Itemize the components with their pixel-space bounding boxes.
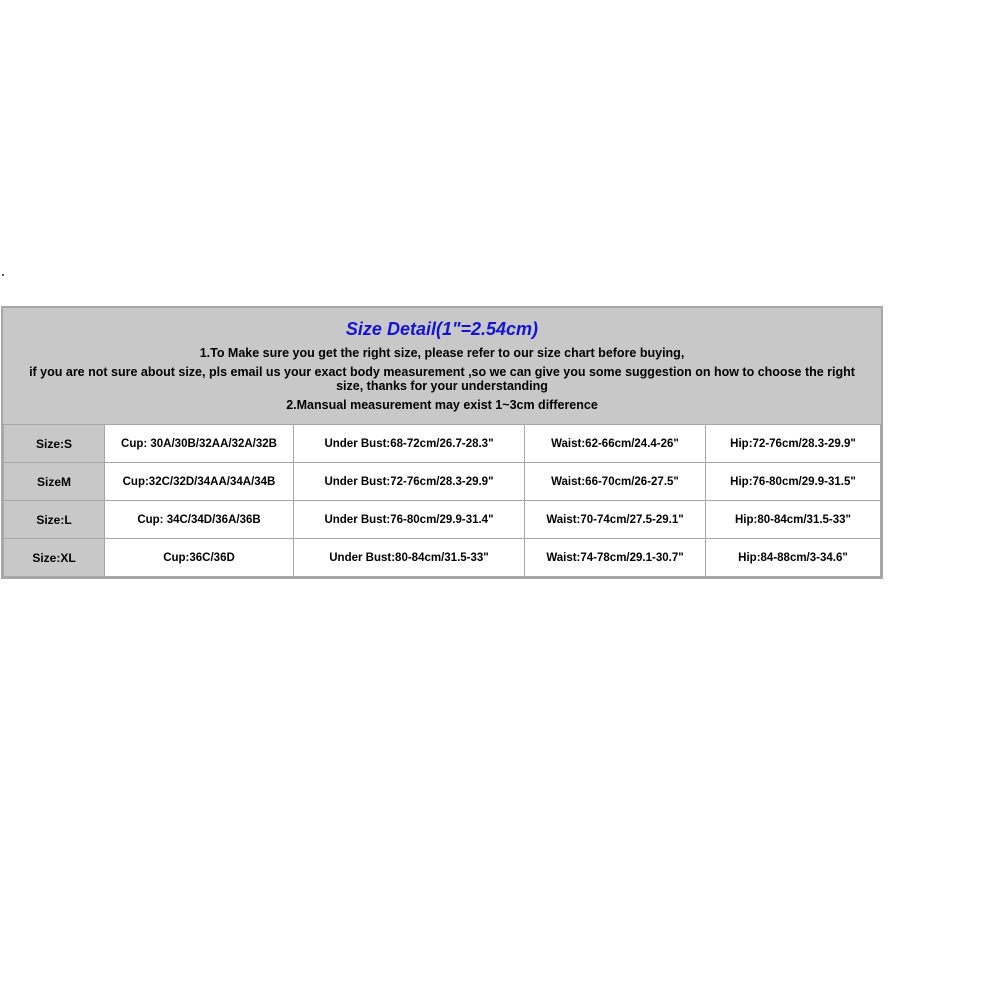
waist-cell: Waist:74-78cm/29.1-30.7" xyxy=(525,539,706,577)
table-row xyxy=(4,501,881,539)
chart-header xyxy=(3,308,881,424)
waist-cell: Waist:62-66cm/24.4-26" xyxy=(525,425,706,463)
table-row xyxy=(4,463,881,501)
size-cell: Size:S xyxy=(4,425,105,463)
cup-cell: Cup:36C/36D xyxy=(105,539,294,577)
waist-cell: Waist:66-70cm/26-27.5" xyxy=(525,463,706,501)
size-cell: Size:L xyxy=(4,501,105,539)
note-contact: if you are not sure about size, pls email us your exact body measurement ,so we can give you some suggestion on how to choose the right size, thanks for your understanding xyxy=(29,365,855,393)
cup-cell: Cup: 30A/30B/32AA/32A/32B xyxy=(105,425,294,463)
size-table xyxy=(3,424,881,577)
chart-title: Size Detail(1"=2.54cm) xyxy=(345,319,539,339)
table-row xyxy=(4,539,881,577)
hip-cell: Hip:84-88cm/3-34.6" xyxy=(706,539,881,577)
cup-cell: Cup:32C/32D/34AA/34A/34B xyxy=(105,463,294,501)
note-size-chart: 1.To Make sure you get the right size, please refer to our size chart before buying, xyxy=(199,346,685,360)
size-cell: Size:XL xyxy=(4,539,105,577)
stray-dot xyxy=(2,274,4,276)
size-chart xyxy=(1,306,883,579)
size-cell: SizeM xyxy=(4,463,105,501)
note-measurement: 2.Mansual measurement may exist 1~3cm difference xyxy=(286,398,598,412)
cup-cell: Cup: 34C/34D/36A/36B xyxy=(105,501,294,539)
under-bust-cell: Under Bust:72-76cm/28.3-29.9" xyxy=(294,463,525,501)
under-bust-cell: Under Bust:68-72cm/26.7-28.3" xyxy=(294,425,525,463)
under-bust-cell: Under Bust:76-80cm/29.9-31.4" xyxy=(294,501,525,539)
under-bust-cell: Under Bust:80-84cm/31.5-33" xyxy=(294,539,525,577)
hip-cell: Hip:76-80cm/29.9-31.5" xyxy=(706,463,881,501)
waist-cell: Waist:70-74cm/27.5-29.1" xyxy=(525,501,706,539)
table-row xyxy=(4,425,881,463)
hip-cell: Hip:80-84cm/31.5-33" xyxy=(706,501,881,539)
hip-cell: Hip:72-76cm/28.3-29.9" xyxy=(706,425,881,463)
